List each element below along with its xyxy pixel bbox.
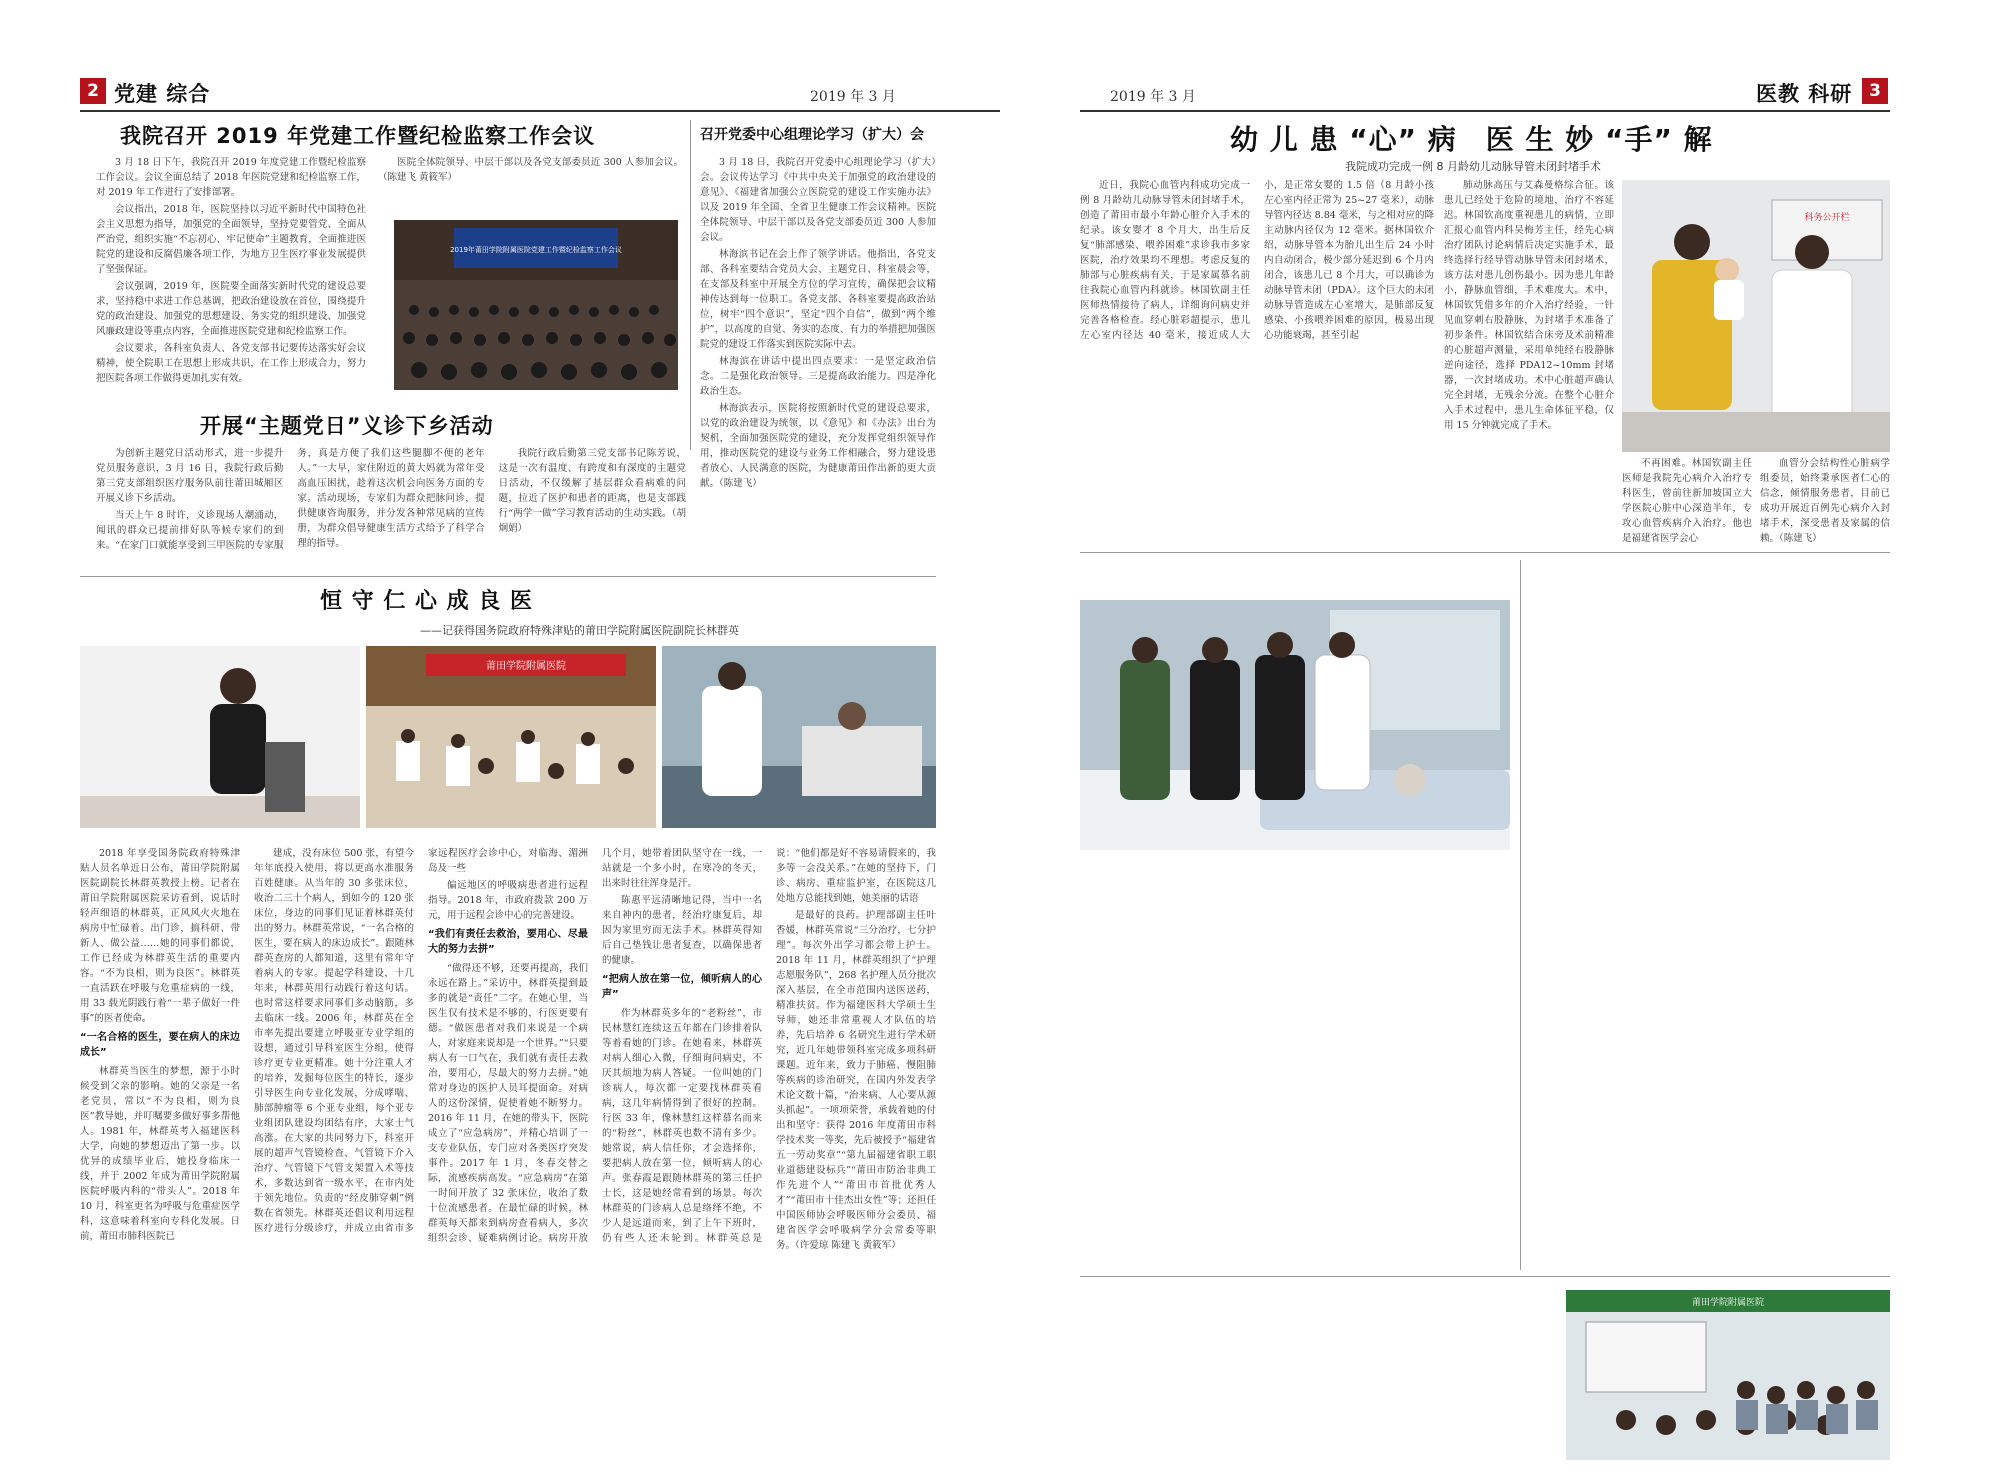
section-divider bbox=[1080, 1276, 1890, 1277]
feature-subtitle: ——记获得国务院政府特殊津贴的莆田学院附属医院副院长林群英 bbox=[420, 624, 739, 637]
article-body bbox=[378, 155, 683, 211]
paragraph: 不再困难。林国钦副主任医师是我院先心病介入治疗专科医生，曾前往新加坡国立大学医院心脏中心深造半年，专攻心血管疾病介入治疗。他也是福建省医学会心 bbox=[1622, 458, 1752, 544]
paragraph: 林海滨在讲话中提出四点要求：一是坚定政治信念。二是强化政治领导。三是提高政治能力。四是净化政治生态。 bbox=[700, 356, 936, 397]
paragraph: 林群英当医生的梦想，源于小时候受到父亲的影响。她的父亲是一名老党员，常以“不为良相，则为良医”教导她，并叮嘱要多做好事多帮他人。1981 年，林群英考入福建医科大学，向她的梦想迈出了第一步。以优异的成绩毕业后，她投身临床一线，并于 2002 年成为莆田学院附属医院呼吸内科的“带头人”。2018 年 10 月，科室更名为呼吸与危重症医学科，这意味着科室向专科化发展。日前，莆田市肺科医院已 bbox=[80, 1066, 240, 1242]
clinic-photo bbox=[366, 646, 656, 828]
feature-title: 恒 守 仁 心 成 良 医 bbox=[320, 589, 533, 614]
ward-board-sign: 科务公开栏 bbox=[1804, 213, 1850, 223]
article-body bbox=[1760, 456, 1890, 548]
lecture-banner-text: 莆田学院附属医院 bbox=[1691, 1298, 1765, 1308]
feature-subheading: “我们有责任去救治，要用心、尽最大的努力去拼” bbox=[428, 929, 588, 955]
paragraph: 近日，我院心血管内科成功完成一例 8 月龄幼儿动脉导管未闭封堵手术，创造了莆田市最小年龄心脏介入手术的纪录。该女婴才 8 个月大，出生后反复“肺部感染、喂养困难”求诊我市多家医院，治疗效果均不理想。考虑反复的肺部与心脏疾病有关，于是家属慕名前往我院心血管内科就诊。林国钦副主任医师热情接待了病人，详细询问病史并完善各格检查。经心脏彩超提示，患儿左心室内径达 40 毫米，接近成人大小，是正常女婴的 1.5 倍（8 月龄小孩左心室内径正常为 25~27 毫米），动脉导管内径达 8.84 毫米，与之相对应的降主动脉内径仅为 12 毫米。据林国钦介绍，动脉导管本为胎儿出生后 24 小时内自动闭合，极少部分延迟到 6 个月内闭合，该患儿已 8 个月大，可以确诊为动脉导管未闭（PDA）。这个巨大的未闭动脉导管造成左心室增大，是肺部反复感染、小孩喂养困难的原因，极易出现心功能衰竭，甚至引起 bbox=[1080, 180, 1434, 341]
paragraph: 医院全体院领导、中层干部以及各党支部委员近 300 人参加会议。（陈建飞 黄筱军） bbox=[378, 157, 683, 183]
paragraph: 是最好的良药。护理部副主任叶香媛，林群英常说“三分治疗，七分护理”。每次外出学习都会带上护士。2018 年 11 月，林群英组织了“护理志愿服务队”，268 名护理人员分批次深入基层，在全市范围内送医送药，精准扶贫。作为福建医科大学硕士生导师，她还非常重视人才队伍的培养，先后培养 6 名研究生进行学术研究，近几年她带领科室完成多项科研课题。近年来，致力于肺癌、慢阻肺等疾病的诊治研究，在国内外发表学术论文数十篇，“治来病、人心要从源头抓起”。一项项荣誉，承载着她的付出和坚守：获得 2016 年度莆田市科学技术奖一等奖，先后被授予“福建省五一劳动奖章”“第九届福建省职工职业道德建设标兵”“莆田市防治非典工作先进个人”“莆田市首批优秀人才”“莆田市十佳杰出女性”等；还担任中国医师协会呼吸医师分会委员、福建省医学会呼吸病学分会常委等职务。（许爱琼 陈建飞 黄筱军） bbox=[776, 910, 936, 1251]
article-body bbox=[1444, 178, 1614, 538]
paragraph: 血管分会结构性心脏病学组委员，始终秉承医者仁心的信念，倾情服务患者，目前已成功开展近百例先心病介入封堵手术，深受患者及家属的信赖。（陈建飞） bbox=[1760, 458, 1890, 544]
paragraph: 当天上午 8 时许，义诊现场人潮涌动，闻讯的群众已提前排好队等候专家们的到来。“在家门口就能享受到三甲医院的专家服务，真是方便了我们这些腿脚不便的老年人。”一大早，家住附近的黄大妈就为常年受高血压困扰，趁着这次机会向医务方面的专家。活动现场，专家们为群众把脉问诊，提供健康咨询服务，并分发各种常见病的宣传册，为群众倡导健康生活方式给予了科学合理的指导。 bbox=[96, 448, 485, 551]
column-divider bbox=[1520, 560, 1521, 1270]
paragraph: 林海滨书记在会上作了领学讲话。他指出，各党支部、各科室要结合党员大会、主题党日、科室晨会等，在支部及科室中开展全方位的学习宣传，确保把会议精神传达到每一位职工。各党支部、各科室要提高政治站位，树牢“四个意识”，坚定“四个自信”，做到“两个维护”，以高度的自觉、务实的态度、有力的举措把加强医院党的建设工作落实到医院实际中去。 bbox=[700, 249, 936, 350]
article-title: 召开党委中心组理论学习（扩大）会 bbox=[700, 127, 924, 143]
paragraph: 为创新主题党日活动形式，进一步提升党员服务意识，3 月 16 日，我院行政后勤第三党支部组织医疗服务队前往莆田城厢区开展义诊下乡活动。 bbox=[96, 448, 284, 504]
article-body bbox=[1080, 1342, 1550, 1460]
article-body bbox=[700, 155, 936, 565]
paragraph: 3 月 18 日下午，我院召开 2019 年度党建工作暨纪检监察工作会议。会议全面总结了 2018 年医院党建和纪检监察工作，对 2019 年工作进行了安排部署。 bbox=[96, 157, 366, 198]
section-title: 党建 综合 bbox=[114, 82, 211, 106]
paragraph: 偏远地区的呼吸病患者进行远程指导。2018 年，市政府拨款 200 万元，用于远程会诊中心的完善建设。 bbox=[428, 880, 588, 921]
meeting-screen-text: 2019年莆田学院附属医院党建工作暨纪检监察工作会议 bbox=[450, 246, 622, 254]
meeting-photo bbox=[394, 220, 678, 390]
issue-date: 2019 年 3 月 bbox=[1110, 89, 1196, 105]
column-divider bbox=[690, 120, 691, 450]
paragraph: 会议强调，2019 年，医院要全面落实新时代党的建设总要求，坚持稳中求进工作总基调，把政治建设放在首位，围绕提升党的政治建设、加强党的思想建设、务实党的组织建设、加强党风廉政建设等重点内容，全面推进医院党建和纪检监察工作。 bbox=[96, 281, 366, 337]
lecture-photo bbox=[1566, 1290, 1890, 1460]
article-title: 开展“主题党日”义诊下乡活动 bbox=[200, 414, 494, 438]
paragraph: 建成，没有床位 500 张，有望今年年底投入使用，将以更高水准服务百姓健康。从当年的 30 多张床位，收治二三十个病人，到如今的 120 张床位，身边的同事们见证着林群英付出的努力。林群英常说，“一名合格的医生，要在病人的床边成长”。跟随林群英查房的人都知道，这里有常年守着病人的专家。提起学科建设，十几年来，林群英用行动践行着这句话。也时常这样要求同事们多动脑筋，多去临床一线。2006 年，林群英在全市率先提出要建立呼吸亚专业学组的设想，通过引导科室医生分组，使得诊疗更专业更精准。她十分注重人才的培养，发掘每位医生的特长，逐步引导医生向专业化发展，分成哮喘、肺部肿瘤等 6 个亚专业组，每个亚专业组团队建设均团结有序，大家士气高涨。在大家的共同努力下，科室开展的超声气管镜检查、气管镜下介入治疗、气管镜下气管支架置入术等技术，多数达到省一级水平，在市内处于领先地位。负责的“经皮肺穿刺”例数在省领先。林群英还倡议利用远程医疗进行分级诊疗，并成立由省市多家远程医疗会诊中心，对临海、湄洲岛及一些 bbox=[254, 848, 588, 1234]
article-body bbox=[1532, 948, 1890, 1264]
paragraph: 会议指出，2018 年，医院坚持以习近平新时代中国特色社会主义思想为指导，加强党的全面领导，坚持党要管党、全面从严治党，组织实施“不忘初心、牢记使命”主题教育，全面推进医院党的建设和反腐倡廉各项工作，为地方卫生医疗事业发展提供了坚强保证。 bbox=[96, 204, 366, 275]
header-rule bbox=[1080, 110, 1890, 112]
doctor-family-photo bbox=[1622, 180, 1890, 452]
speaker-photo bbox=[80, 646, 360, 828]
patient-bedside-photo bbox=[1080, 600, 1510, 850]
paragraph: 林海滨表示，医院将按照新时代党的建设总要求，以党的政治建设为统领，以《意见》和《办法》出台为契机，全面加强医院党的建设，充分发挥党组织领导作用，推动医院党的建设与业务工作相融合，努力建设患者放心、人民满意的医院，为健康莆田作出新的更大贡献。（陈建飞） bbox=[700, 403, 936, 489]
clinic-banner-text: 莆田学院附属医院 bbox=[486, 661, 566, 672]
article-body bbox=[96, 155, 366, 405]
paragraph: 我院行政后勤第三党支部书记陈芳说，这是一次有温度、有跨度和有深度的主题党日活动，不仅缓解了基层群众看病难的问题，拉近了医护和患者的距离，也是支部践行“两学一做”学习教育活动的生动实践。（胡炯娟） bbox=[498, 448, 686, 534]
feature-subheading: “把病人放在第一位，倾听病人的心声” bbox=[602, 974, 762, 1000]
paragraph: 2018 年享受国务院政府特殊津贴人员名单近日公布，莆田学院附属医院副院长林群英教授上榜。记者在莆田学院附属医院采访看到，说话时轻声细语的林群英，正风风火火地在病房中忙碌着。出门诊，搞科研、带新人、做公益……她的同事们都说，工作已经成为林群英生活的重要内容。“不为良相，则为良医”。林群英一直活跃在呼吸与危重症病的一线，用 33 载光阴践行着“一辈子做好一件事”的医者使命。 bbox=[80, 848, 240, 1024]
feature-body bbox=[80, 846, 936, 1458]
paragraph: 陈惠平远清晰地记得，当中一名来自神内的患者，经治疗康复后，却因为家里穷而无法手术。林群英得知后自己垫钱让患者复查，以确保患者的健康。 bbox=[602, 895, 762, 966]
header-rule bbox=[80, 110, 1000, 112]
paragraph: 作为林群英多年的“老粉丝”，市民林慧红连续这五年都在门诊排着队等着看她的门诊。在她看来，林群英对病人细心入微，仔细询问病史，不厌其烦地为病人答疑。一位叫她的门诊病人，每次都一定要找林群英看病，这几年病情得到了很好的控制。行医 33 年，像林慧红这样慕名而来的“粉丝”，林群英也数不清有多少。她常说，病人信任你，才会选择你，要把病人放在第一位，倾听病人的心声。张春霞是跟随林群英的第三任护士长，这是她经常看到的场景。每次林群英的门诊病人总是络绎不绝，不少人是远道而来，到了上午下班时，仍有些人还未轮到。林群英总是说：“他们都是好不容易请假来的，我多等一会没关系。”在她的坚持下，门诊、病房、重症监护室，在医院这几处地方总能找到她，她美丽的话语 bbox=[602, 848, 936, 1244]
paragraph: 肺动脉高压与艾森曼格综合征。该患儿已经处于危险的境地，治疗不容延迟。林国钦高度重视患儿的病情，立即汇报心血管内科吴梅芳主任，经先心病治疗团队讨论病情后决定实施手术，最终选择行经导管动脉导管未闭封堵术，该方法对患儿创伤最小。因为患儿年龄小，静脉血管细，手术难度大。术中，林国钦凭借多年的介入治疗经验，一针见血穿刺右股静脉，为封堵手术准备了初步条件。林国钦结合床旁及术前精准的心脏超声测量，采用单纯经右股静脉逆向途径，选择 PDA12~10mm 封堵器，一次封堵成功。术中心脏超声确认完全封堵，无残余分流。在整个心脏介入手术过程中，患儿生命体征平稳，仅用 15 分钟就完成了手术。 bbox=[1444, 180, 1614, 431]
paragraph: 3 月 18 日，我院召开党委中心组理论学习（扩大）会。会议传达学习《中共中央关于加强党的政治建设的意见》、《福建省加强公立医院党的建设工作实施办法》以及 2019 年全国、全省卫生健康工作会议精神。医院全体院领导、中层干部以及各党支部委员近 300 人参加会议。 bbox=[700, 157, 936, 243]
article-body bbox=[1532, 598, 1890, 888]
ward-photo bbox=[662, 646, 936, 828]
issue-date: 2019 年 3 月 bbox=[810, 89, 896, 105]
section-title: 医教 科研 bbox=[1756, 82, 1853, 106]
article-title: 我院召开 2019 年党建工作暨纪检监察工作会议 bbox=[120, 124, 596, 148]
article-body bbox=[96, 446, 686, 570]
paragraph: 会议要求，各科室负责人、各党支部书记要传达落实好会议精神，使全院职工在思想上形成共识，在工作上形成合力，努力把医院各项工作做得更加扎实有效。 bbox=[96, 343, 366, 384]
right-page bbox=[1000, 0, 2000, 1472]
page-number: 3 bbox=[1862, 78, 1888, 104]
paragraph: “做得还不够，还要再提高，我们永远在路上。”采访中，林群英提到最多的就是“责任”二字。在她心里，当医生仅有技术是不够的，行医更要有德。“做医患者对我们来说是一个病人，对家庭来说却是一个世界。”“只要病人有一口气在，我们就有责任去救治，要用心，尽最大的努力去拼。”她常对身边的医护人员耳提面命。对病人的这份深情，促使着她不断努力。2016 年 11 月，在她的带头下，医院成立了“应急病房”，并精心培训了一支专业队伍，专门应对各类医疗突发事件。2017 年 1 月，冬春交替之际，流感疾病高发。“应急病房”在第一时间开放了 32 张床位，收治了数十位流感患者。在最忙碌的时候，林群英每天都来到病房查看病人，多次组织会诊、疑难病例讨论。病房开放几个月，她带着团队坚守在一线，一站就是一个多小时，在寒冷的冬天，出来时往往浑身是汗。 bbox=[428, 848, 762, 1244]
section-divider bbox=[80, 576, 936, 577]
article-body bbox=[1080, 860, 1510, 1270]
article-title: 幼 儿 患 “心” 病 医 生 妙 “手” 解 bbox=[1230, 123, 1713, 156]
article-body bbox=[1622, 456, 1752, 548]
section-divider bbox=[1080, 552, 1890, 553]
article-subtitle: 我院成功完成一例 8 月龄幼儿动脉导管未闭封堵手术 bbox=[1345, 160, 1601, 173]
feature-subheading: “一名合格的医生，要在病人的床边成长” bbox=[80, 1032, 240, 1058]
page-number: 2 bbox=[80, 78, 106, 104]
article-body bbox=[1080, 178, 1434, 538]
